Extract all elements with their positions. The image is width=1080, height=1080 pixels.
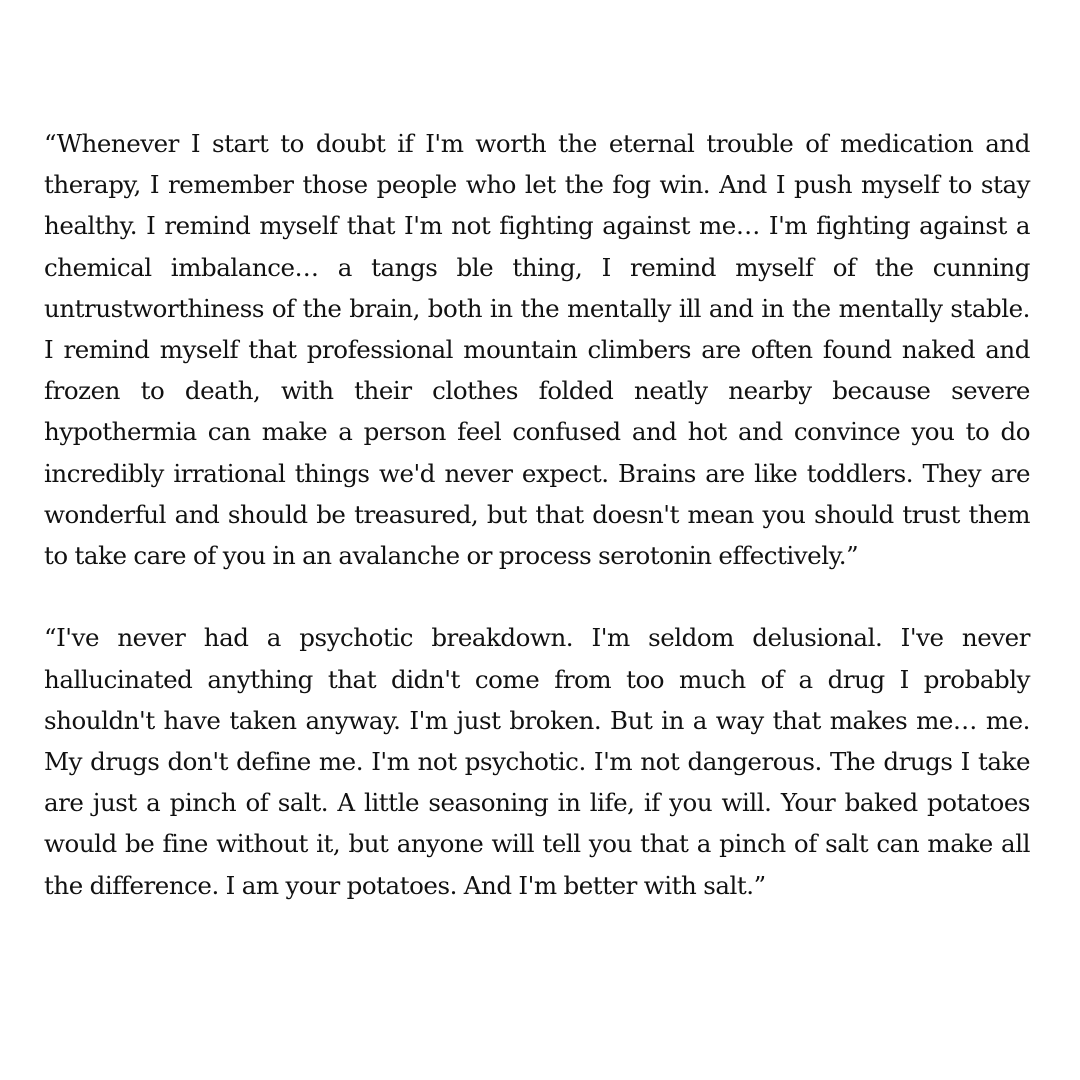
quote-page	[44, 123, 1030, 906]
quote-paragraph-2: “I've never had a psychotic breakdown. I'm seldom delusional. I've never hallucinated anything that didn't come from too much of a drug I probably shouldn't have taken anyway. I'm just broken. But in a way that makes me… me. My drugs don't define me. I'm not psychotic. I'm not dangerous. The drugs I take are just a pinch of salt. A little seasoning in life, if you will. Your baked potatoes would be fine without it, but anyone will tell you that a pinch of salt can make all the difference. I am your potatoes. And I'm better with salt.”	[44, 623, 1030, 900]
quote-paragraph-1: “Whenever I start to doubt if I'm worth the eternal trouble of medication and therapy, I remember those people who let the fog win. And I push myself to stay healthy. I remind myself that I'm not fighting against me… I'm fighting against a chemical imbalance… a tangs ble thing, I remind myself of the cunning untrustworthiness of the brain, both in the mentally ill and in the mentally stable. I remind myself that professional mountain climbers are often found naked and frozen to death, with their clothes folded neatly nearby because severe hypothermia can make a person feel confused and hot and convince you to do incredibly irrational things we'd never expect. Brains are like toddlers. They are wonderful and should be treasured, but that doesn't mean you should trust them to take care of you in an avalanche or process serotonin effectively.”	[44, 129, 1030, 571]
